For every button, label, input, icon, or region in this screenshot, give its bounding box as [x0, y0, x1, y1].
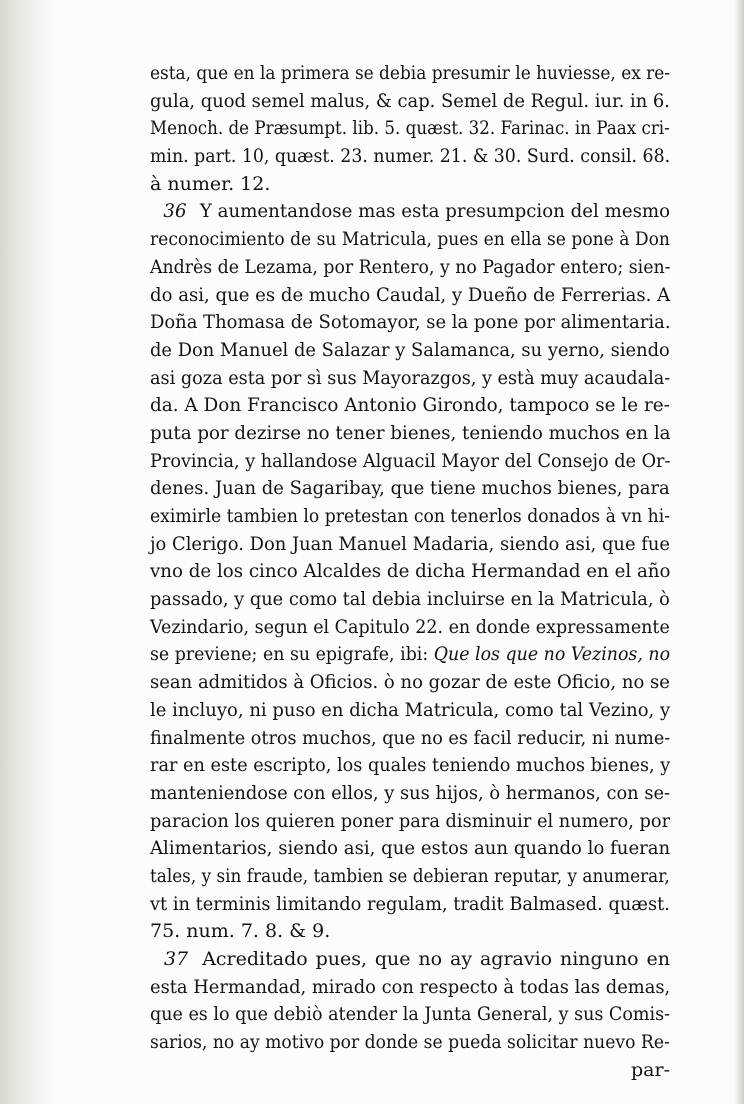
- text-line: gula, quod semel malus, & cap. Semel de Regul. iur. in 6.: [150, 89, 670, 112]
- text-line: que es lo que debiò atender la Junta General, y sus Comis-: [150, 1003, 671, 1026]
- text-line: Acreditado pues, que no ay agravio ninguno en: [202, 948, 670, 970]
- text-line: esta, que en la primera se debia presumir le huviesse, ex re-: [150, 62, 671, 84]
- text-line: manteniendose con ellos, y sus hijos, ò hermanos, con se-: [150, 781, 671, 804]
- text-line: puta por dezirse no tener bienes, teniendo muchos en la: [150, 421, 671, 444]
- text-line: Menoch. de Præsumpt. lib. 5. quæst. 32. Farinac. in Paax cri-: [150, 117, 670, 140]
- text-line: da. A Don Francisco Antonio Girondo, tampoco se le re-: [150, 394, 670, 417]
- text-line: esta Hermandad, mirado con respecto à todas las demas,: [150, 975, 671, 998]
- page-edge-shadow: [734, 0, 744, 1104]
- text-line: Y aumentandose mas esta presumpcion del mesmo: [199, 200, 671, 223]
- text-line: Alimentarios, siendo asi, que estos aun quando lo fueran: [150, 837, 671, 860]
- text-line: Vezindario, segun el Capitulo 22. en donde expressamente: [150, 615, 670, 638]
- page-text-block: [150, 60, 670, 1084]
- text-line-with-quote: [150, 641, 670, 669]
- text-line: denes. Juan de Sagaribay, que tiene muchos bienes, para: [150, 477, 670, 500]
- text-line: sarios, no ay motivo por donde se pueda solicitar nuevo Re-: [150, 1031, 670, 1054]
- text-line: tales, y sin fraude, tambien se debieran reputar, y anumerar,: [150, 864, 670, 887]
- text-line: eximirle tambien lo pretestan con tenerlos donados à vn hi-: [150, 505, 671, 527]
- text-line: vt in terminis limitando regulam, tradit Balmased. quæst.: [150, 892, 670, 915]
- catchword: par-: [631, 1058, 670, 1081]
- text-line: reconocimiento de su Matricula, pues en ella se pone à Don: [150, 228, 670, 251]
- text-line: 75. num. 7. 8. & 9.: [150, 920, 331, 943]
- text-line: de Don Manuel de Salazar y Salamanca, su yerno, siendo: [150, 338, 670, 361]
- text-line: paracion los quieren poner para disminuir el numero, por: [150, 809, 671, 832]
- text-line: Provincia, y hallandose Alguacil Mayor del Consejo de Or-: [150, 449, 671, 472]
- text-line: à numer. 12.: [150, 172, 271, 195]
- paragraph-number: 37: [164, 948, 189, 970]
- text-line: min. part. 10, quæst. 23. numer. 21. & 30. Surd. consil. 68.: [150, 145, 671, 168]
- text-line: vno de los cinco Alcaldes de dicha Hermandad en el año: [150, 560, 671, 583]
- text-line: le incluyo, ni puso en dicha Matricula, como tal Vezino, y: [150, 698, 671, 721]
- text-line: do asi, que es de mucho Caudal, y Dueño de Ferrerias. A: [150, 283, 671, 306]
- paragraph-start-36: [150, 198, 670, 226]
- paragraph-number: 36: [163, 200, 187, 223]
- text-line: Doña Thomasa de Sotomayor, se la pone por alimentaria.: [150, 311, 671, 334]
- binding-shadow: [0, 0, 58, 1104]
- text-line: Andrès de Lezama, por Rentero, y no Pagador entero; sien-: [150, 255, 671, 278]
- text-line: passado, y que como tal debia incluirse en la Matricula, ò: [150, 588, 670, 611]
- quoted-epigraph: Que los que no Vezinos, no: [433, 643, 671, 666]
- text-line: jo Clerigo. Don Juan Manuel Madaria, siendo asi, que fue: [150, 532, 670, 555]
- paragraph-start-37: [150, 946, 670, 974]
- text-line: sean admitidos à Oficios. ò no gozar de este Oficio, no se: [150, 671, 670, 694]
- text-segment: se previene; en su epigrafe, ibi:: [150, 643, 429, 666]
- text-line: rar en este escripto, los quales teniendo muchos bienes, y: [150, 754, 671, 777]
- text-line: asi goza esta por sì sus Mayorazgos, y està muy acaudala-: [150, 366, 671, 389]
- text-line: finalmente otros muchos, que no es facil reducir, ni nume-: [150, 726, 671, 749]
